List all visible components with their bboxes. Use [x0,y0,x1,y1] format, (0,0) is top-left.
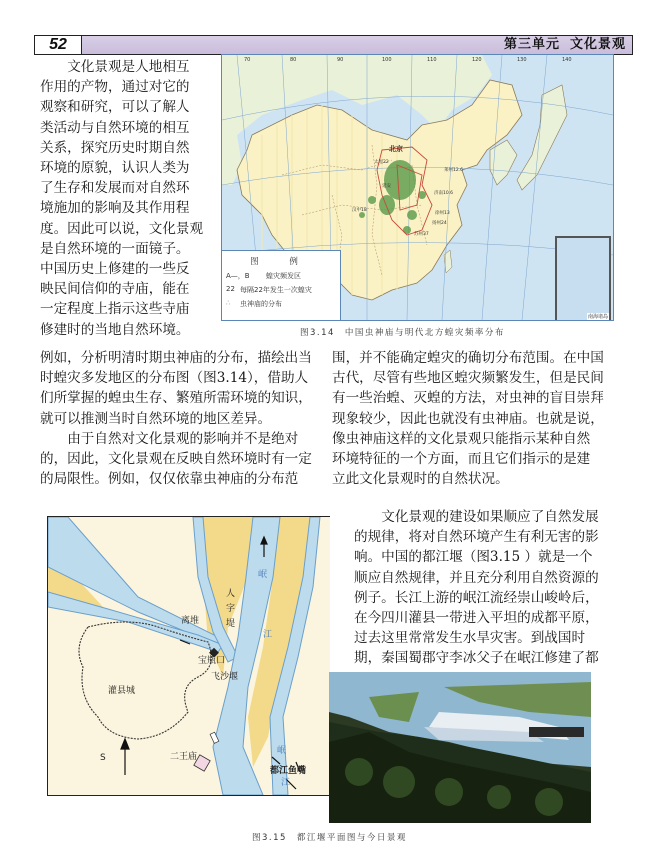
text-line: 例如，分析明清时期虫神庙的分布，描绘出当 [40,350,312,366]
label-jiang: 江 [263,630,273,640]
map-legend [222,250,341,320]
text-line: 修建时的当地自然环境。 [40,321,190,338]
unit-title [494,36,626,54]
place-label: 延安 [382,184,391,189]
text-line: 时蝗灾多发地区的分布图（图3.14），借助人 [40,370,309,387]
text-line: 中国历史上修建的一些反 [40,261,190,278]
text-line: 像虫神庙这样的文化景观只能指示某种自然 [332,430,591,447]
place-label: 扬州24 [432,221,447,226]
south-china-sea-inset [555,236,611,321]
legend-key: ∴ [226,299,231,307]
legend-label: 每隔22年发生一次蝗灾 [240,286,312,294]
text-line: 映民间信仰的寺庙，能在 [40,281,190,298]
dujiangyan-photo [329,672,591,823]
text-line: 立此文化景观时的自然状况。 [332,471,509,488]
paragraph-3 [354,507,610,669]
text-line: 环境特征的一个方面，而且它们指示的是建 [332,451,591,468]
label-guanxiancheng: 灌县城 [108,686,136,696]
text-line: 的，因此，文化景观在反映自然环境时有一定 [40,451,312,468]
text-line: 的局限性。例如，仅仅依靠虫神庙的分布范 [40,471,299,488]
legend-label: 蝗灾频发区 [266,272,301,280]
legend-key: A—，B [226,272,250,280]
text-line: 环境的原貌，认识人类为 [40,160,190,177]
text-line: 有一些治蝗、灭蝗的方法，对虫神的盲目崇拜 [332,390,604,407]
place-label: 汉中18 [352,208,367,213]
lon-tick: 110 [427,57,437,63]
legend-key: 22 [226,285,235,293]
text-line: 文化景观是人地相互 [67,59,190,75]
text-line: 就可以推测当时自然环境的地区差异。 [40,410,272,427]
text-line: 文化景观的建设如果顺应了自然发展 [381,509,599,525]
page-header [34,35,633,55]
section-label: 文化景观 [569,37,626,52]
text-line: 响。中国的都江堰（图3.15 ）就是一个 [354,549,593,566]
place-label: 太原22 [374,160,389,165]
legend-title: 图 例 [250,257,312,267]
text-line: 例子。长江上游的岷江流经崇山峻岭后， [354,589,599,606]
label-baopingkou: 宝瓶口 [198,656,226,666]
paragraph-2-continued [332,348,610,489]
text-line: 度。因此可以说，文化景观 [40,220,204,237]
text-line: 古代，尽管有些地区蝗灾频繁发生，但是民间 [332,370,604,387]
legend-row [226,271,340,281]
text-line: 由于自然对文化景观的影响并不是绝对 [67,430,299,447]
figure-3-14-map [221,54,614,321]
place-label: 济南10.6 [434,191,454,196]
lon-tick: 90 [337,57,344,63]
text-line: 作用的产物，通过对它的 [40,79,190,96]
text-line: 现象较少，因此也就没有虫神庙。也就是说， [332,410,604,427]
text-line: 在今四川灌县一带进入平坦的成都平原， [354,610,599,627]
text-line: 的规律，将对自然环境产生有利无害的影 [354,529,599,546]
page-number: 52 [35,36,82,54]
text-line: 一定程度上指示这些寺庙 [40,301,190,318]
text-line: 围，并不能确定蝗灾的确切分布范围。在中国 [332,350,604,366]
figure-3-14-caption: 图3.14 中国虫神庙与明代北方蝗灾频率分布 [300,328,505,338]
lon-tick: 100 [382,57,392,63]
text-line: 期，秦国蜀郡守李冰父子在岷江修建了都 [354,650,599,667]
paragraph-1-continued [40,348,315,489]
label-min-lower: 岷 [277,746,287,756]
text-line: 类活动与自然环境的相互 [40,119,190,136]
paragraph-1 [40,57,218,340]
unit-label: 第三单元 [503,37,560,52]
text-line: 们所掌握的蝗虫生存、繁殖所需环境的知识， [40,390,312,407]
lon-tick: 140 [562,57,572,63]
figure-3-15-caption: 图3.15 都江堰平面图与今日景观 [252,833,407,843]
legend-row [226,299,340,309]
legend-label: 虫神庙的分布 [240,300,282,308]
place-label: 苏州37 [414,232,429,237]
text-line: 观察和研究，可以了解人 [40,99,190,116]
place-label-beijing: 北京 [389,145,403,153]
place-label: 徐州13 [435,211,450,216]
label-erwangmiao: 二王庙 [170,752,198,762]
lon-tick: 80 [290,57,297,63]
label-min: 岷 [258,570,268,580]
inset-label: 南海诸岛 [587,314,608,320]
lon-tick: 130 [517,57,527,63]
lon-tick: 70 [244,57,251,63]
label-feishayan: 飞沙堰 [211,672,239,682]
label-north-arrow: S [100,753,106,763]
label-jiang-lower: 江 [281,778,291,788]
text-line: 关系，探究历史时期自然 [40,139,190,156]
label-lidui: 离堆 [181,616,200,626]
text-line: 过去这里常常发生水旱灾害。到战国时 [354,630,586,647]
legend-row [226,285,340,295]
text-line: 了生存和发展而对自然环 [40,180,190,197]
text-line: 境施加的影响及其作用程 [40,200,190,217]
label-yuzui: 都江鱼嘴 [270,766,307,776]
place-label: 莱州12.6 [444,168,464,173]
photo-graphic [329,672,591,823]
text-line: 是自然环境的一面镜子。 [40,240,190,257]
figure-3-15-plan [47,516,330,796]
text-line: 顺应自然规律，并且充分利用自然资源的 [354,569,599,586]
lon-tick: 120 [472,57,482,63]
label-renzidi: 人字堤 [226,589,236,629]
